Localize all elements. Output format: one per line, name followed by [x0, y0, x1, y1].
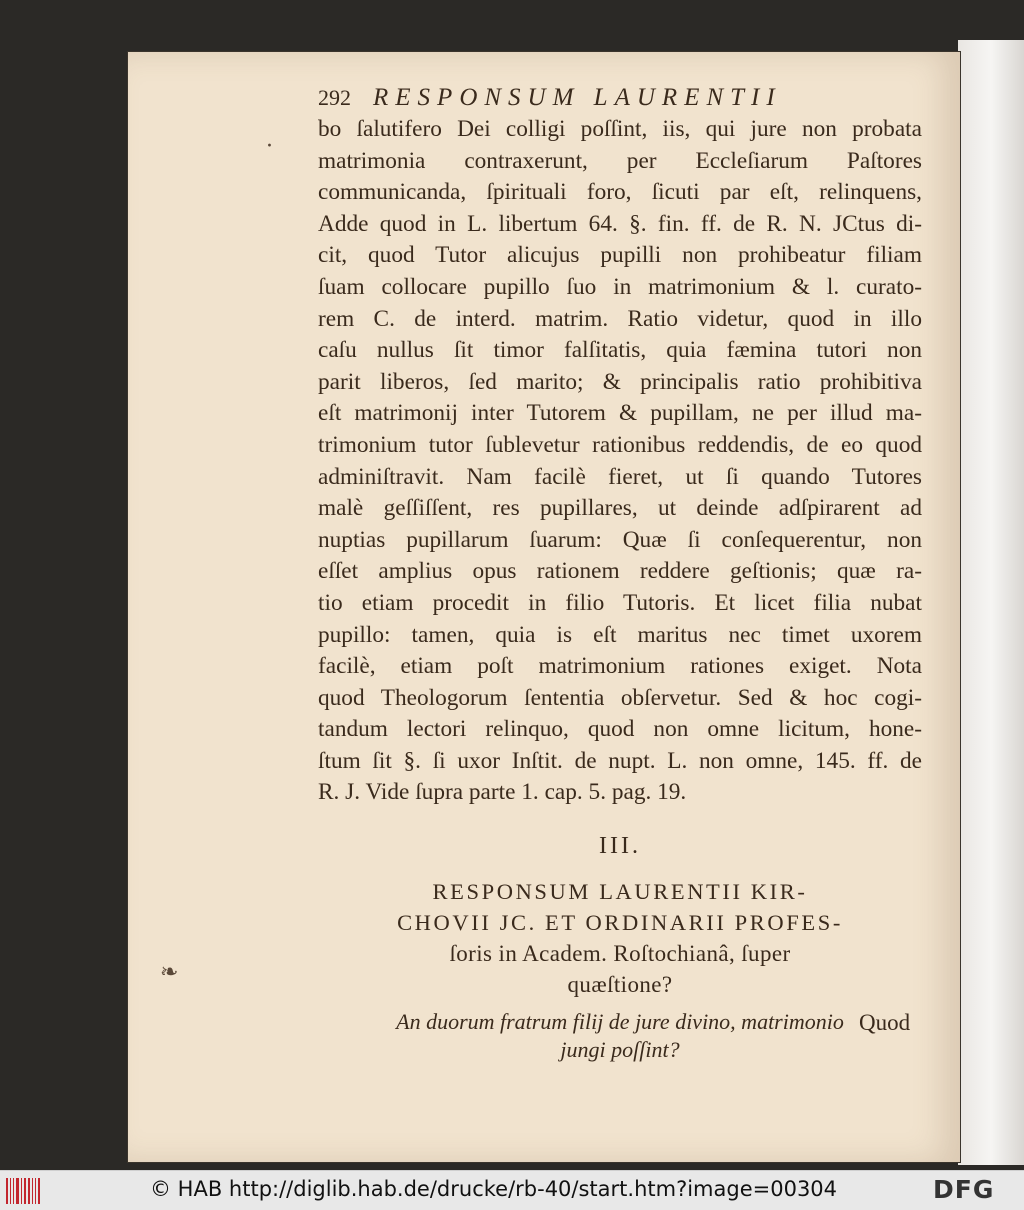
running-title: RESPONSUM LAURENTII [373, 84, 782, 111]
text-line: malè geſſiſſent, res pupillares, ut deinde adſpirarent ad [318, 495, 922, 522]
text-line: tio etiam procedit in filio Tutoris. Et licet filia nubat [318, 589, 922, 616]
text-line: quod Theologorum ſententia obſervetur. Sed & hoc cogi- [318, 684, 922, 711]
text-line: communicanda, ſpirituali foro, ſicuti par eſt, relinquens, [318, 179, 922, 206]
text-line: eſt matrimonij inter Tutorem & pupillam, ne per illud ma- [318, 400, 922, 427]
question-line: An duorum fratrum filij de jure divino, matrimonio [396, 1009, 844, 1035]
text-line: bo ſalutifero Dei colligi poſſint, iis, qui jure non probata [318, 116, 922, 142]
footer-bar [0, 1170, 1024, 1210]
text-line: parit liberos, ſed marito; & principalis ratio prohibitiva [318, 368, 922, 395]
section-question [318, 1008, 922, 1064]
footer-citation: © HAB http://diglib.hab.de/drucke/rb-40/start.htm?image=00304 [150, 1177, 838, 1201]
text-line: nuptias pupillarum ſuarum: Quæ ſi conſequerentur, non [318, 526, 922, 553]
text-line: facilè, etiam poſt matrimonium rationes exiget. Nota [318, 653, 922, 680]
text-line: eſſet amplius opus rationem reddere geſtionis; quæ ra- [318, 558, 922, 585]
question-line: jungi poſſint? [560, 1037, 680, 1063]
section-heading [318, 876, 922, 1000]
text-line: caſu nullus ſit timor falſitatis, quia fæmina tutori non [318, 337, 922, 364]
catchword: Quod [859, 1010, 911, 1035]
next-page-edge [958, 40, 1024, 1165]
text-line: matrimonia contraxerunt, per Eccleſiarum Paſtores [318, 147, 922, 174]
page-text [318, 84, 922, 1064]
text-line: adminiſtravit. Nam facilè fieret, ut ſi quando Tutores [318, 463, 922, 490]
text-line: cit, quod Tutor alicujus pupilli non prohibeatur filiam [318, 242, 922, 269]
text-line: trimonium tutor ſublevetur rationibus reddendis, de eo quod [318, 431, 922, 458]
margin-mark-ornament: ❧ [160, 960, 179, 985]
text-line: Adde quod in L. libertum 64. §. fin. ff. de R. N. JCtus di- [318, 210, 922, 237]
heading-line: CHOVII JC. ET ORDINARII PROFES- [397, 910, 843, 936]
heading-line: ſoris in Academ. Roſtochianâ, ſuper [449, 941, 791, 967]
heading-line: RESPONSUM LAURENTII KIR- [432, 879, 808, 905]
page-header [318, 84, 922, 112]
body-text [318, 114, 922, 809]
section-number: III. [599, 833, 641, 860]
text-line: ſuam collocare pupillo ſuo in matrimonium & l. curato- [318, 273, 922, 300]
text-line-last: R. J. Vide ſupra parte 1. cap. 5. pag. 19. [318, 779, 687, 806]
text-line: tandum lectori relinquo, quod non omne licitum, hone- [318, 716, 922, 743]
dfg-logo: DFG [933, 1175, 995, 1204]
page-number: 292 [318, 85, 351, 110]
text-line: pupillo: tamen, quia is eſt maritus nec timet uxorem [318, 621, 922, 648]
barcode-icon [6, 1178, 40, 1204]
heading-line: quæſtione? [567, 972, 673, 998]
text-line: ſtum ſit §. ſi uxor Inſtit. de nupt. L. non omne, 145. ff. de [318, 747, 922, 774]
margin-mark: · [266, 134, 273, 159]
text-line: rem C. de interd. matrim. Ratio videtur, quod in illo [318, 305, 922, 332]
